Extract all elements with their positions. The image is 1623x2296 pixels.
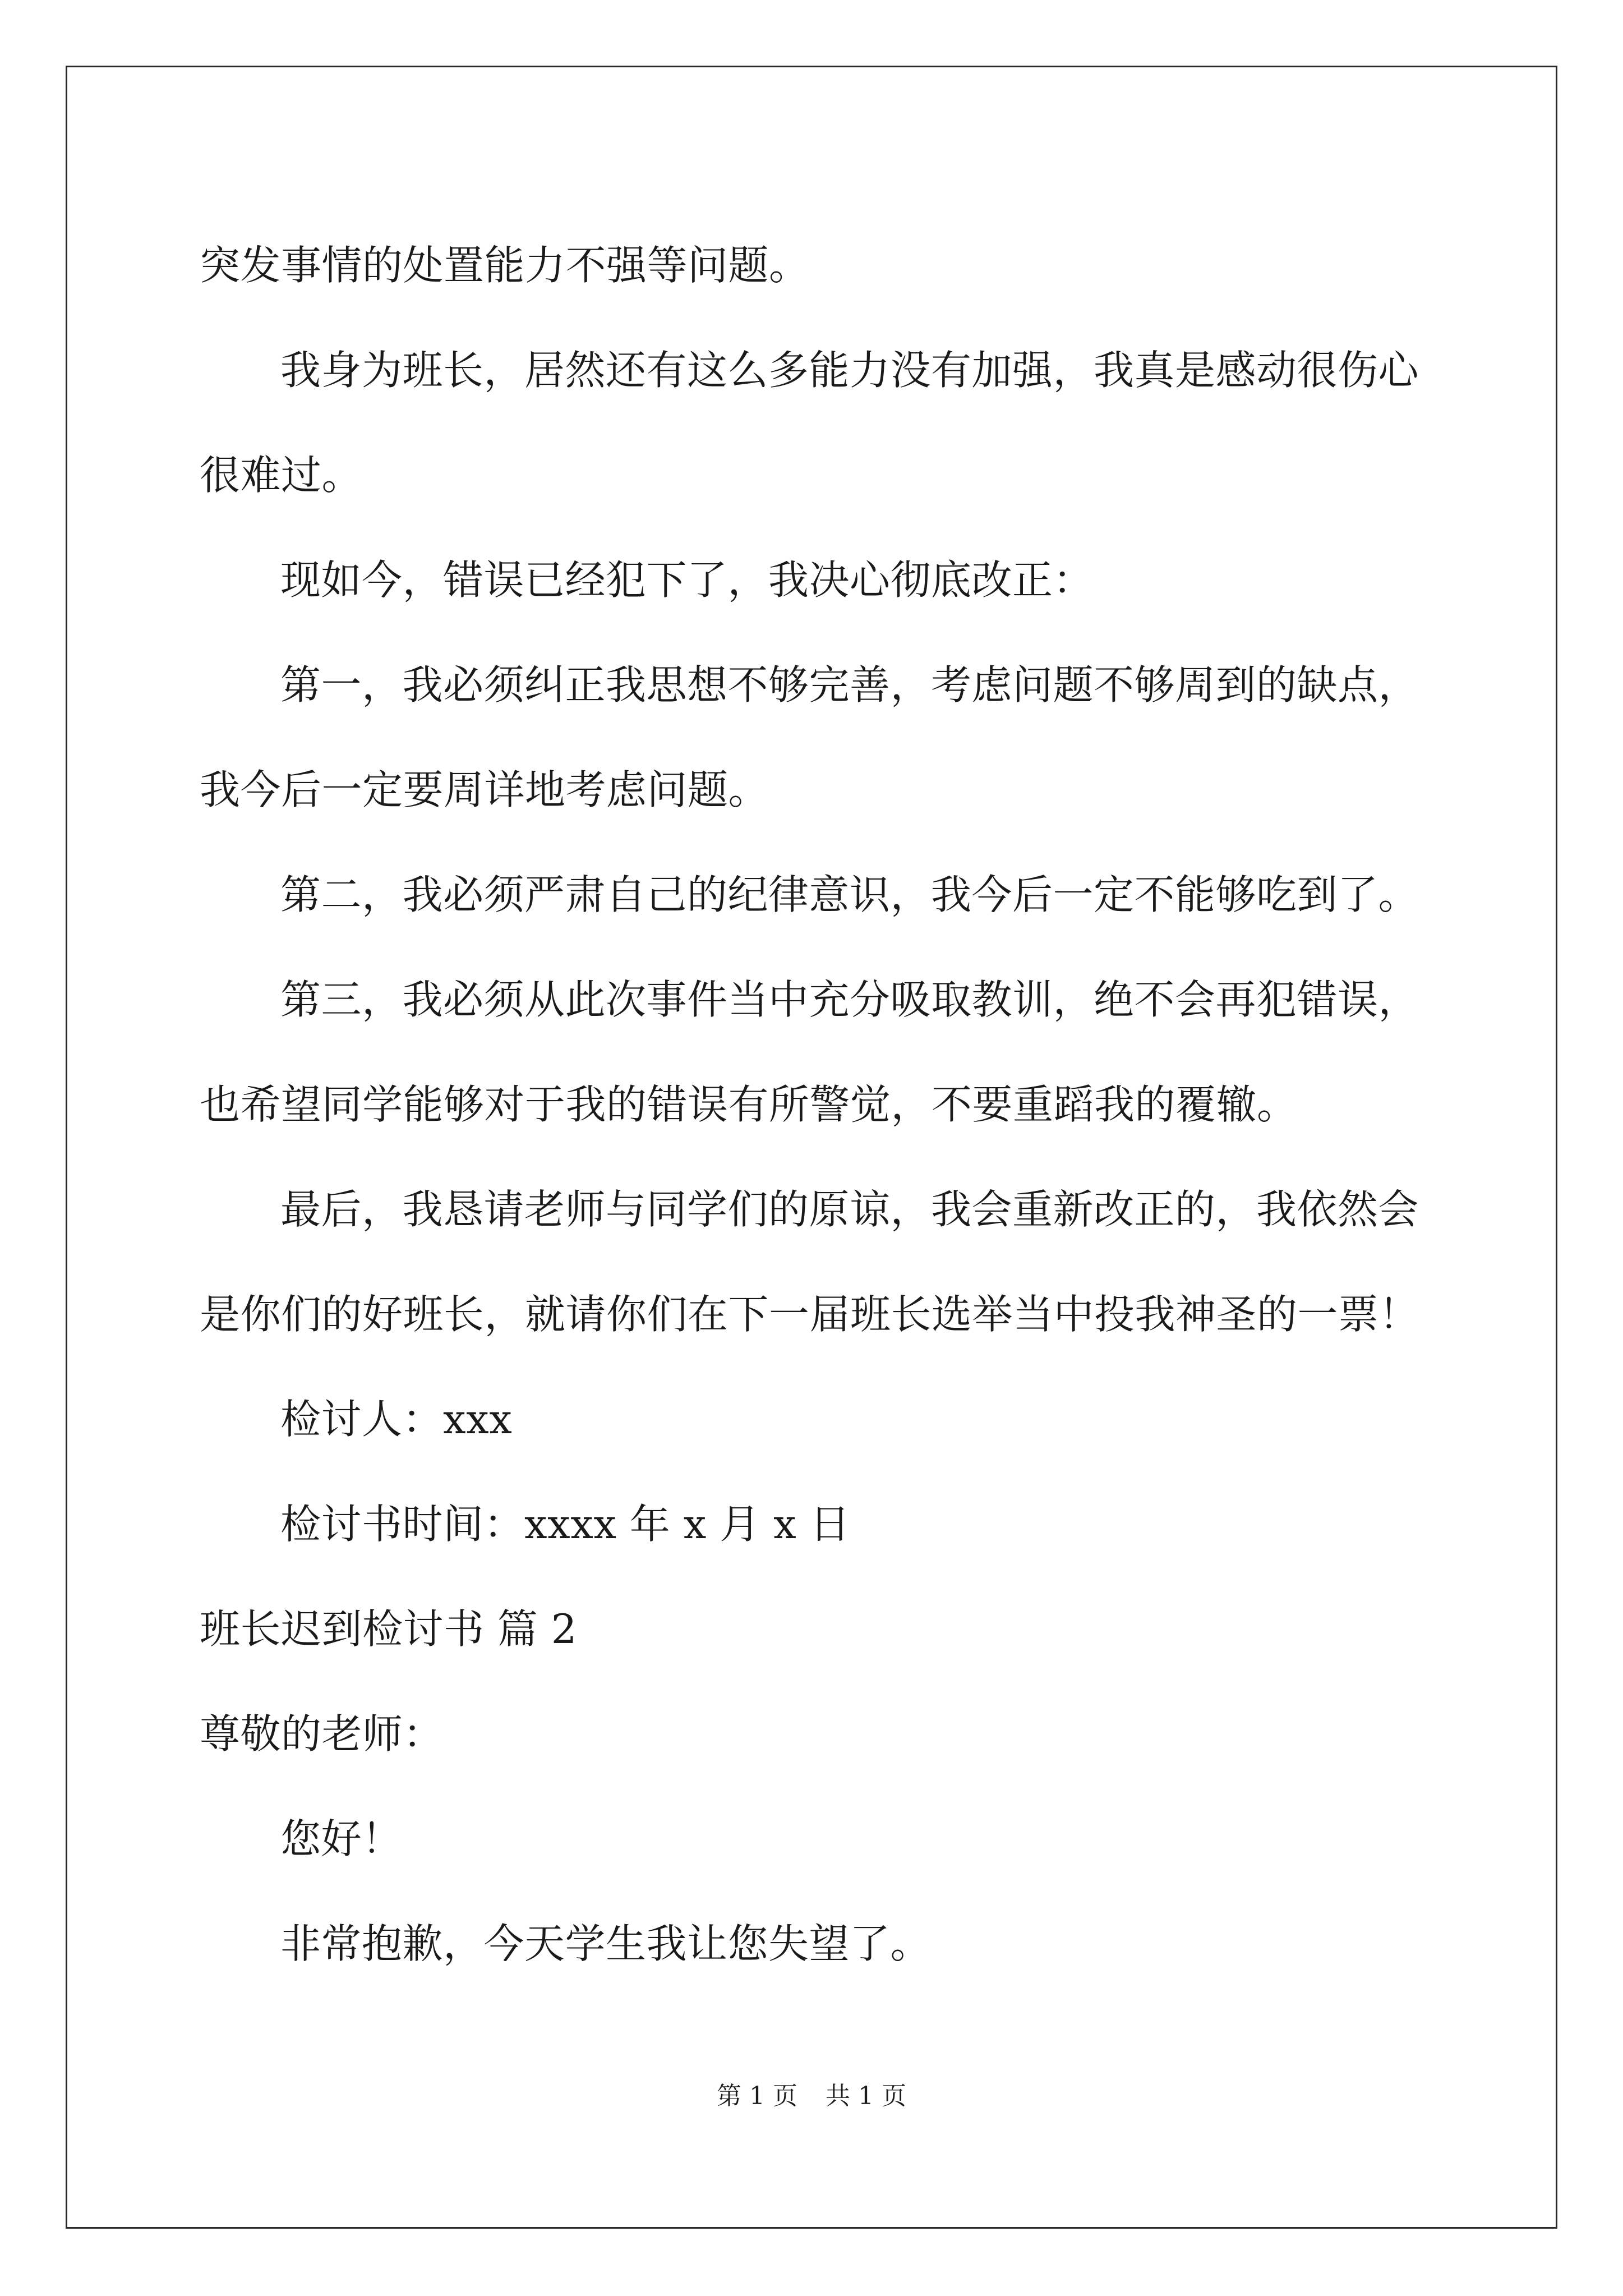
text-line: 是你们的好班长，就请你们在下一届班长选举当中投我神圣的一票！: [200, 1291, 1420, 1338]
section-heading: 班长迟到检讨书 篇 2: [200, 1605, 578, 1653]
text-line: 第一，我必须纠正我思想不够完善，考虑问题不够周到的缺点，: [280, 661, 1419, 708]
greeting: 您好！: [280, 1815, 403, 1862]
text-line: 也希望同学能够对于我的错误有所警觉，不要重蹈我的覆辙。: [200, 1081, 1298, 1128]
page-number: 第 1 页: [717, 2082, 797, 2110]
text-line: 我身为班长，居然还有这么多能力没有加强，我真是感动很伤心: [280, 347, 1419, 394]
page-footer: [0, 2076, 1623, 2111]
signer-line: 检讨人：xxx: [280, 1396, 513, 1443]
salutation: 尊敬的老师：: [200, 1710, 444, 1757]
document-body: [200, 213, 1433, 1996]
text-line: 非常抱歉，今天学生我让您失望了。: [280, 1920, 932, 1967]
page-total: 共 1 页: [826, 2082, 906, 2110]
text-line: 最后，我恳请老师与同学们的原谅，我会重新改正的，我依然会: [280, 1186, 1419, 1233]
date-line: 检讨书时间：xxxx 年 x 月 x 日: [280, 1501, 851, 1548]
text-line: 很难过。: [200, 452, 363, 499]
text-line: 我今后一定要周详地考虑问题。: [200, 766, 769, 813]
text-line: 第三，我必须从此次事件当中充分吸取教训，绝不会再犯错误，: [280, 976, 1419, 1023]
text-line: 现如今，错误已经犯下了，我决心彻底改正：: [280, 556, 1094, 604]
text-line: 突发事情的处置能力不强等问题。: [200, 242, 810, 289]
text-line: 第二，我必须严肃自己的纪律意识，我今后一定不能够吃到了。: [280, 871, 1419, 918]
